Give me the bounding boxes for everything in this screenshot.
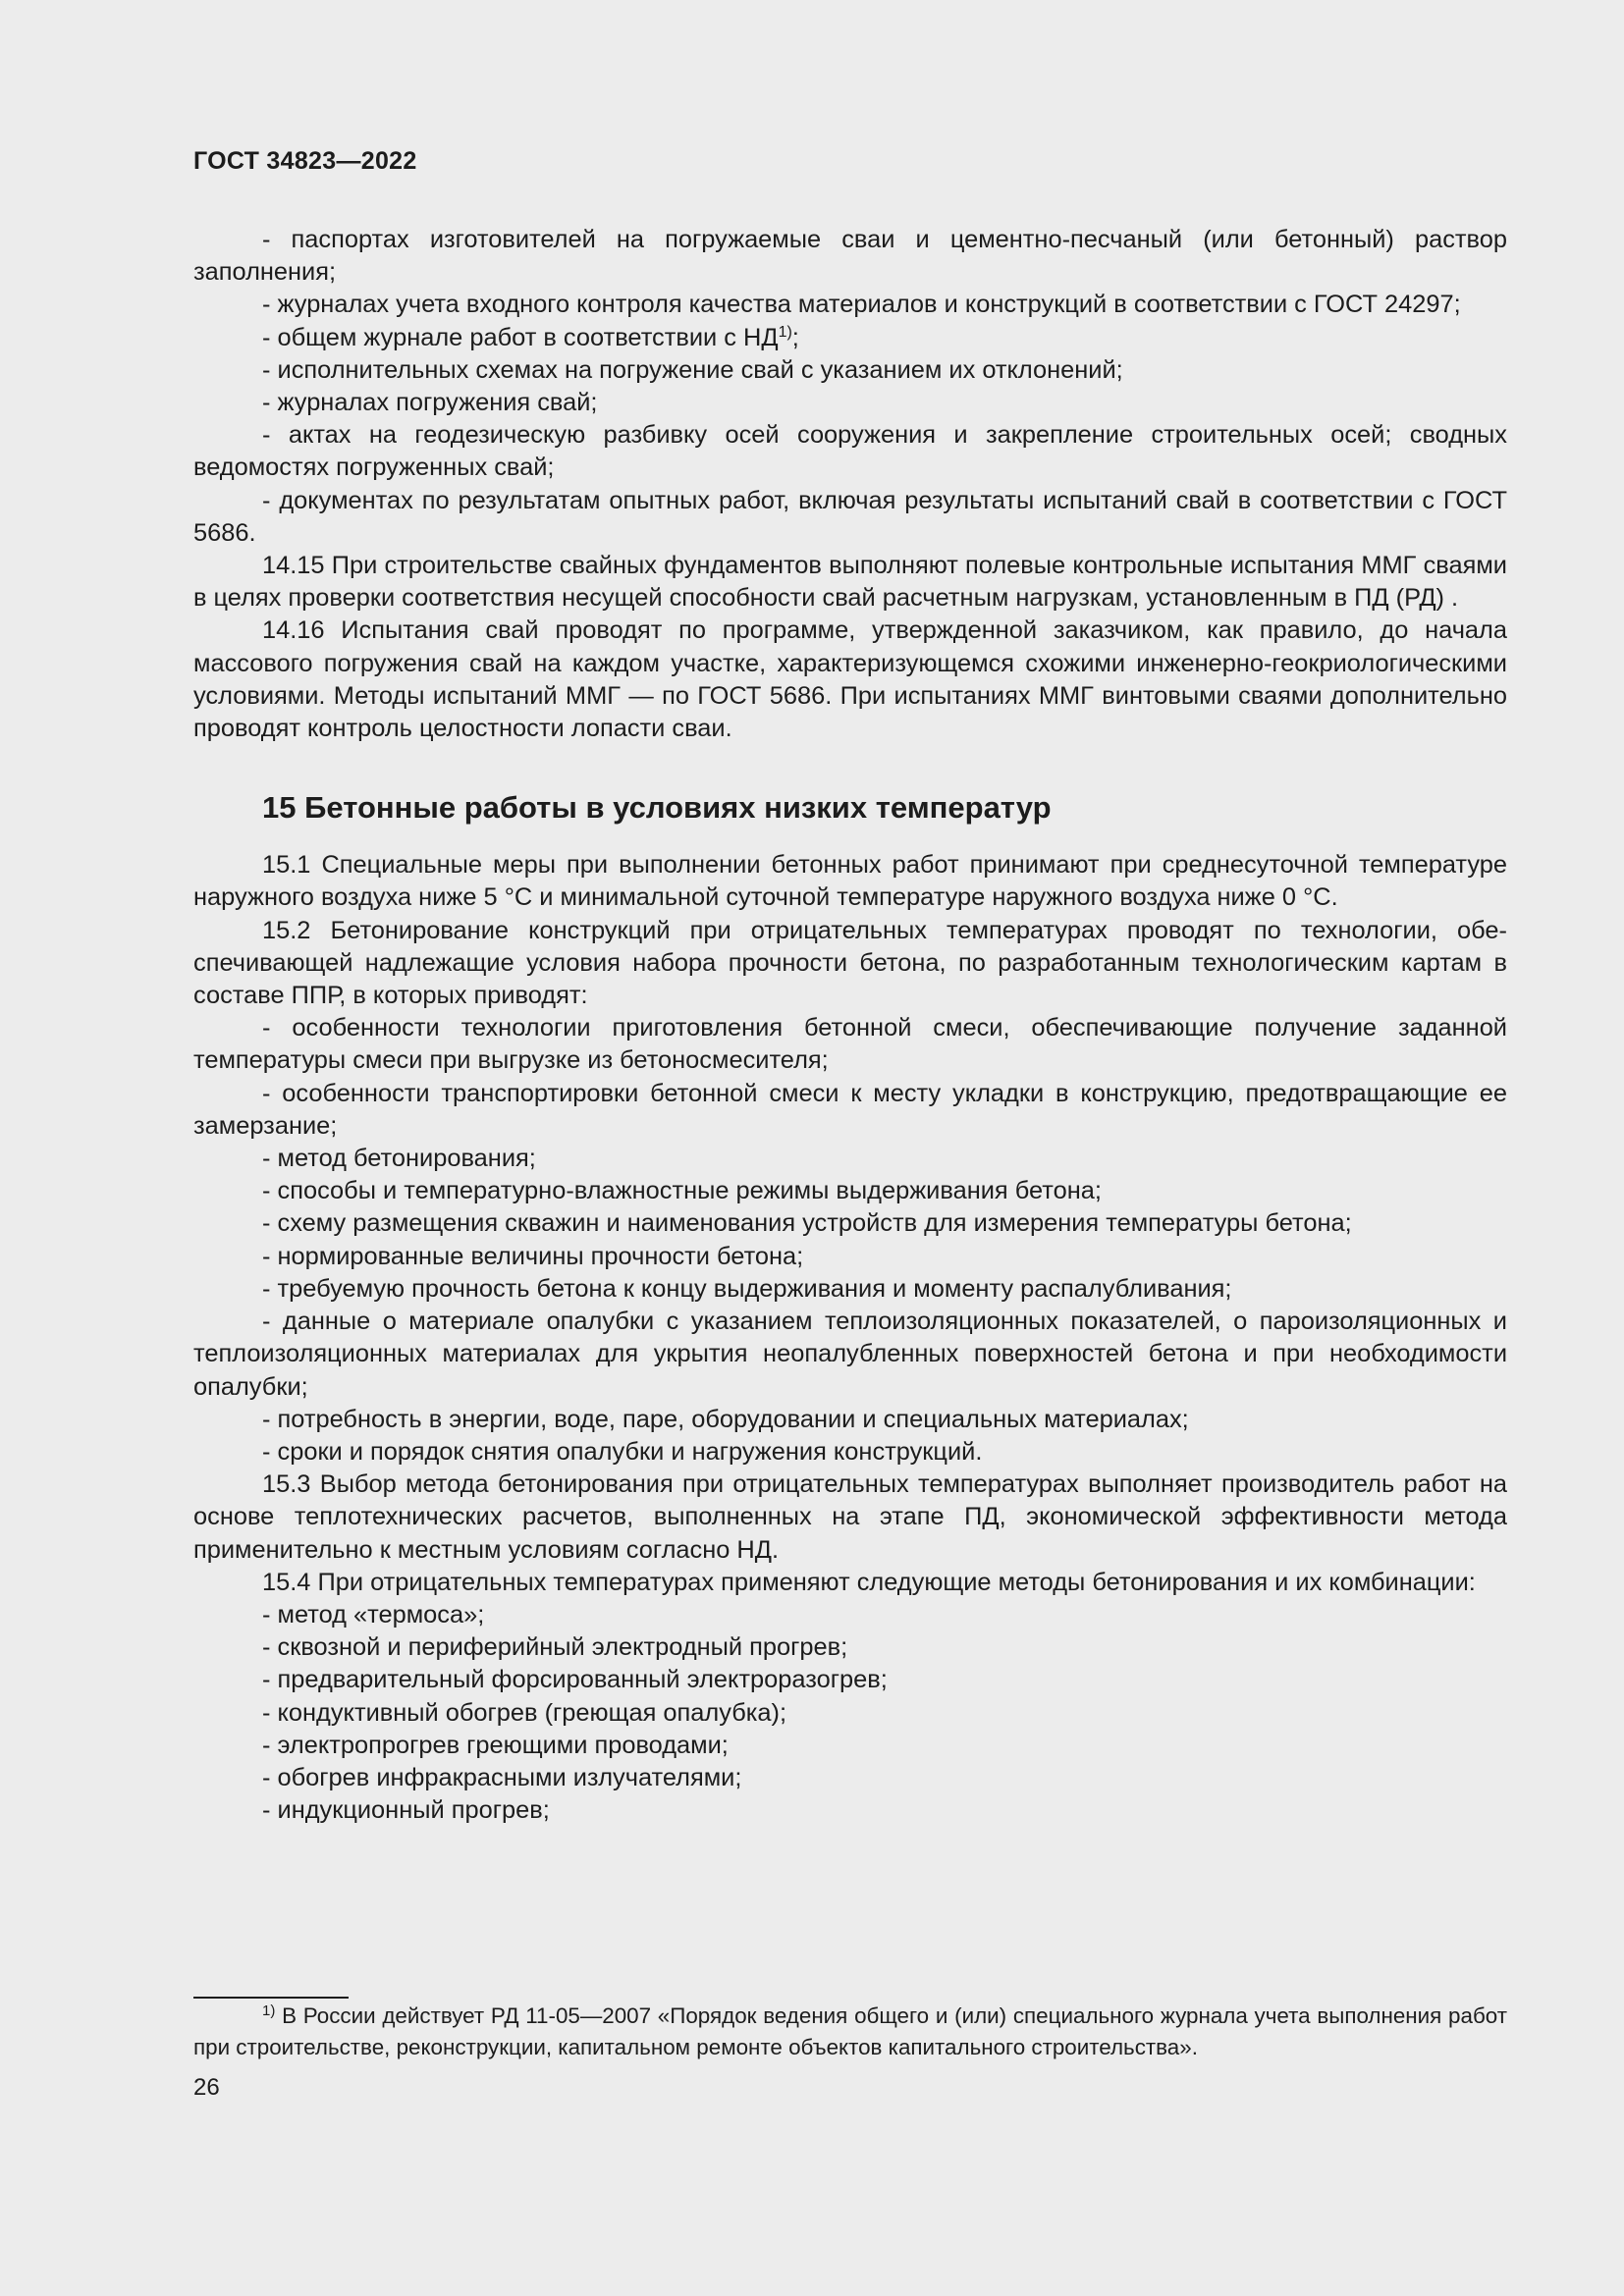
footnote-reference: 1) <box>778 323 792 341</box>
list-item: - особенности технологии приготовления бетонной смеси, обеспечивающие получение заданной температуры смеси при выгрузке из бетоносмесителя; <box>193 1014 1507 1075</box>
list-item: - электропрогрев греющими проводами; <box>262 1731 729 1759</box>
list-item: - сквозной и периферийный электродный прогрев; <box>262 1633 848 1662</box>
list-item: - метод бетонирования; <box>262 1145 536 1173</box>
section-heading: 15 Бетонные работы в условиях низких температур <box>262 790 1052 826</box>
clause-14-15: 14.15 При строительстве свайных фундаментов выполняют полевые контрольные испытания ММГ сваями в целях проверки соответствия несущей способности свай расчетным нагрузкам, установленным в ПД (РД) . <box>193 552 1507 613</box>
list-item: - требуемую прочность бетона к концу выдерживания и моменту распалубливания; <box>262 1274 1232 1303</box>
list-item: - индукционный прогрев; <box>262 1796 550 1825</box>
list-item: - предварительный форсированный электроразогрев; <box>262 1666 888 1694</box>
list-item: - актах на геодезическую разбивку осей сооружения и закрепление строительных осей; сводных ведомостях погруженных свай; <box>193 421 1507 482</box>
clause-15-2: 15.2 Бетонирование конструкций при отрицательных температурах проводят по технологии, обеспечивающей надлежащие условия набора прочности бетона, по разработанным технологическим картам в составе ППР, в которых приводят: <box>193 916 1507 1010</box>
list-item: - журналах учета входного контроля качества материалов и конструкций в соответствии с ГОСТ 24297; <box>262 291 1461 319</box>
list-item: - журналах погружения свай; <box>262 389 598 417</box>
list-item: - обогрев инфракрасными излучателями; <box>262 1763 742 1791</box>
list-item: - нормированные величины прочности бетона; <box>262 1242 804 1270</box>
list-item: - данные о материале опалубки с указанием теплоизоляционных показателей, о пароизоляционных и теплоизоляционных материалах для укрытия неопалубленных поверхностей бетона и при необходимости опалубки; <box>193 1308 1507 1401</box>
list-item: - особенности транспортировки бетонной смеси к месту укладки в конструкцию, предотвращающие ее замерзание; <box>193 1079 1507 1140</box>
document-header: ГОСТ 34823—2022 <box>193 147 417 175</box>
list-item: - исполнительных схемах на погружение свай с указанием их отклонений; <box>262 355 1123 384</box>
list-item: - сроки и порядок снятия опалубки и нагружения конструкций. <box>262 1437 983 1466</box>
footnote-text: В России действует РД 11-05—2007 «Порядок ведения общего и (или) специального журнала учета выполнения работ при строительстве, реконструкции, капитальном ремонте объектов капитального строительства». <box>193 2003 1507 2059</box>
clause-15-3: 15.3 Выбор метода бетонирования при отрицательных температурах выполняет производитель работ на основе теплотехнических расчетов, выполненных на этапе ПД, экономической эффективности метода применительно к местным условиям согласно НД. <box>193 1470 1507 1564</box>
list-item <box>193 322 1507 354</box>
list-item: - паспортах изготовителей на погружаемые сваи и цементно-песчаный (или бетонный) раствор заполнения; <box>193 226 1507 287</box>
list-item: - потребность в энергии, воде, паре, оборудовании и специальных материалах; <box>262 1405 1189 1433</box>
list-item: - документах по результатам опытных работ, включая результаты испытаний свай в соответствии с ГОСТ 5686. <box>193 486 1507 547</box>
footnote-marker: 1) <box>262 2002 276 2019</box>
footnote-divider <box>193 1997 349 1999</box>
clause-15-1: 15.1 Специальные меры при выполнении бетонных работ принимают при среднесуточной температуре наружного воздуха ниже 5 °С и минимальной суточной температуре наружного воздуха ниже 0 °С. <box>193 851 1507 912</box>
clause-15-4: 15.4 При отрицательных температурах применяют следующие методы бетонирования и их комбинации: <box>262 1568 1476 1596</box>
list-item-text: - общем журнале работ в соответствии с НД <box>262 323 779 351</box>
list-item: - кондуктивный обогрев (греющая опалубка); <box>262 1698 787 1727</box>
footnote <box>193 2001 1507 2063</box>
list-item: - метод «термоса»; <box>262 1600 485 1629</box>
page-number: 26 <box>193 2074 220 2101</box>
clause-14-16: 14.16 Испытания свай проводят по программе, утвержденной заказчиком, как правило, до начала массового погружения свай на каждом участке, характеризующемся схожими инженерно-геокриологическими условиями. Методы испытаний ММГ — по ГОСТ 5686. При испытаниях ММГ винтовыми сваями дополнительно проводят контроль целостности лопасти сваи. <box>193 616 1507 743</box>
list-item: - способы и температурно-влажностные режимы выдерживания бетона; <box>262 1177 1102 1205</box>
document-body <box>193 224 1507 1827</box>
list-item-end: ; <box>791 323 799 351</box>
list-item: - схему размещения скважин и наименования устройств для измерения температуры бетона; <box>262 1209 1352 1238</box>
